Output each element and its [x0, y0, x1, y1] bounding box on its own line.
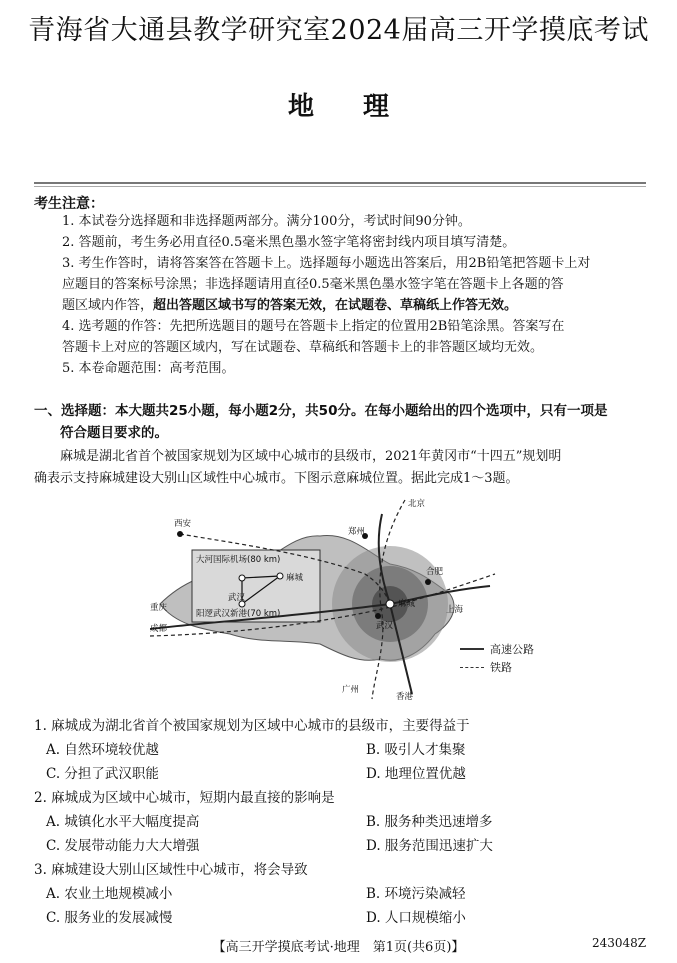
paper-code: 243048Z	[592, 936, 647, 950]
exam-title: 青海省大通县教学研究室2024届高三开学摸底考试	[28, 15, 649, 46]
railway-swatch	[460, 667, 484, 668]
notice-item: 5. 本卷命题范围：高考范围。	[62, 361, 235, 376]
section-heading	[34, 400, 650, 444]
legend-label: 高速公路	[490, 643, 534, 656]
map-label-chengdu: 成都	[150, 624, 168, 634]
notice-text: 题区域内作答，	[62, 298, 154, 313]
option: B. 服务种类迅速增多	[366, 814, 493, 830]
inset-label-macheng: 麻城	[286, 573, 304, 583]
option: C. 服务业的发展减慢	[46, 910, 173, 926]
legend-highway	[460, 640, 534, 658]
section-line: 一、选择题：本大题共25小题，每小题2分，共50分。在每小题给出的四个选项中，只有一项是	[34, 403, 608, 419]
section-line: 符合题目要求的。	[60, 425, 168, 441]
map-label-xian: 西安	[174, 519, 192, 529]
map-legend	[460, 640, 534, 676]
highway-swatch	[460, 648, 484, 650]
legend-railway	[460, 658, 534, 676]
inset-point	[277, 573, 283, 579]
city-dot	[375, 613, 381, 619]
divider	[34, 186, 646, 187]
map-label-hongkong: 香港	[396, 692, 414, 702]
macheng-location-map	[150, 494, 500, 704]
option: B. 吸引人才集聚	[366, 742, 466, 758]
map-label-shanghai: 上海	[446, 605, 464, 615]
city-dot	[425, 579, 431, 585]
notice-item: 1. 本试卷分选择题和非选择题两部分。满分100分，考试时间90分钟。	[62, 214, 471, 229]
map-label-beijing: 北京	[408, 499, 426, 509]
page-footer: 【高三开学摸底考试·地理 第1页(共6页)】	[212, 940, 465, 955]
option: D. 人口规模缩小	[366, 910, 466, 926]
option: A. 城镇化水平大幅度提高	[46, 814, 200, 830]
notice-item: 应题目的答案标号涂黑；非选择题请用直径0.5毫米黑色墨水签字笔在答题卡上各题的答	[62, 277, 564, 292]
option: C. 分担了武汉职能	[46, 766, 159, 782]
map-label-zhengzhou: 郑州	[348, 527, 366, 537]
intro-line: 确表示支持麻城建设大别山区域性中心城市。下图示意麻城位置。据此完成1～3题。	[34, 471, 519, 486]
inset-point	[239, 575, 245, 581]
question-stem: 1. 麻城成为湖北省首个被国家规划为区域中心城市的县级市，主要得益于	[34, 718, 470, 734]
inset-label-airport: 大河国际机场(80 km)	[196, 555, 281, 565]
intro-paragraph	[34, 446, 650, 490]
city-dot	[386, 600, 394, 608]
city-dot	[177, 531, 183, 537]
option: A. 自然环境较优越	[46, 742, 159, 758]
notice-heading: 考生注意：	[34, 196, 104, 212]
map-label-chongqing: 重庆	[150, 603, 168, 613]
notice-bold-warning: 超出答题区域书写的答案无效，在试题卷、草稿纸上作答无效。	[153, 298, 518, 313]
option: C. 发展带动能力大大增强	[46, 838, 200, 854]
intro-line: 麻城是湖北省首个被国家规划为区域中心城市的县级市，2021年黄冈市“十四五”规划明	[60, 449, 562, 464]
notice-item: 3. 考生作答时，请将答案答在答题卡上。选择题每小题选出答案后，用2B铅笔把答题卡上对	[62, 256, 591, 271]
divider	[34, 182, 646, 184]
map-label-wuhan: 武汉	[376, 621, 394, 631]
notice-item: 答题卡上对应的答题区域内，写在试题卷、草稿纸和答题卡上的非答题区域均无效。	[62, 340, 544, 355]
option: D. 地理位置优越	[366, 766, 466, 782]
inset-label-newarea: 阳逻武汉新港(70 km)	[196, 609, 281, 619]
map-label-hefei: 合肥	[426, 567, 444, 577]
map-label-guangzhou: 广州	[342, 685, 360, 695]
question-stem: 3. 麻城建设大别山区域性中心城市，将会导致	[34, 862, 308, 878]
legend-label: 铁路	[490, 661, 512, 674]
option: A. 农业土地规模减小	[46, 886, 173, 902]
question-stem: 2. 麻城成为区域中心城市，短期内最直接的影响是	[34, 790, 335, 806]
notice-item: 2. 答题前，考生务必用直径0.5毫米黑色墨水签字笔将密封线内项目填写清楚。	[62, 235, 516, 250]
option: D. 服务范围迅速扩大	[366, 838, 493, 854]
option: B. 环境污染减轻	[366, 886, 466, 902]
inset-label-wuhan: 武汉	[228, 593, 246, 603]
notice-item: 4. 选考题的作答：先把所选题目的题号在答题卡上指定的位置用2B铅笔涂黑。答案写在	[62, 319, 565, 334]
notice-item	[62, 295, 648, 316]
subject-title: 地 理	[287, 92, 390, 122]
map-label-macheng: 麻城	[398, 599, 416, 609]
